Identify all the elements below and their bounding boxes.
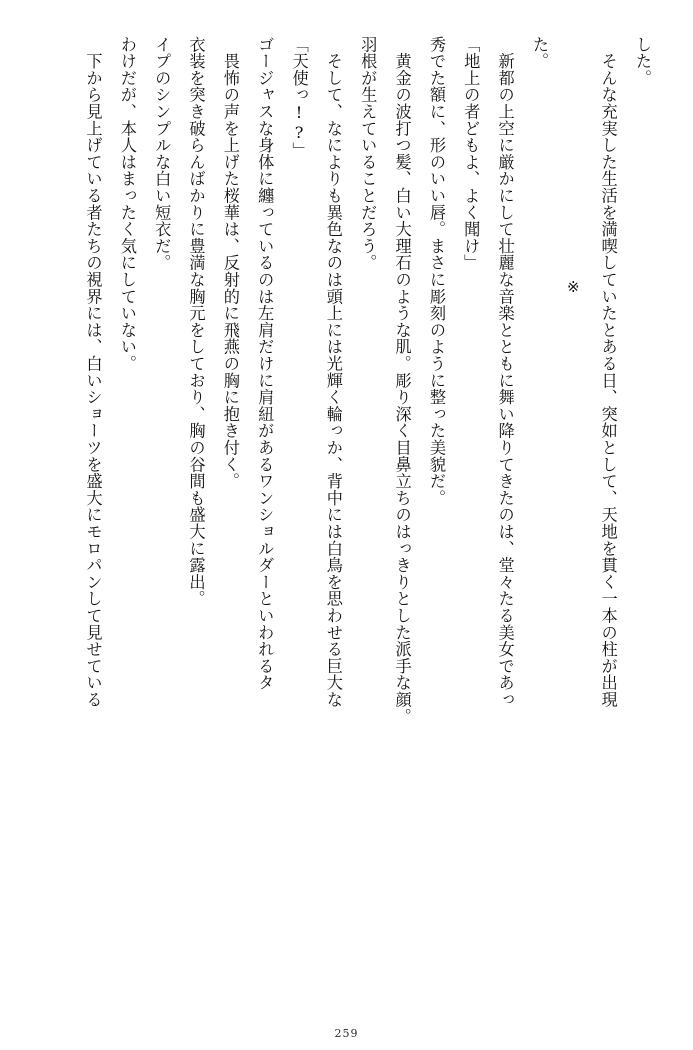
paragraph: そんな充実した生活を満喫していたとある日、突如として、天地を貫く一本の柱が出現 xyxy=(598,36,618,708)
kome-jirushi-icon: ※ xyxy=(564,278,583,297)
dialogue-line: 「天使っ!?」 xyxy=(289,36,309,160)
paragraph: 畏怖の声を上げた桜華は、反射的に飛燕の胸に抱き付く。 xyxy=(220,36,240,490)
section-separator xyxy=(556,36,590,996)
paragraph: 羽根が生えていることだろう。 xyxy=(358,36,378,272)
paragraph: た。 xyxy=(529,36,549,70)
paragraph: した。 xyxy=(633,36,652,87)
paragraph: ゴージャスな身体に纏っているのは左肩だけに肩紐があるワンショルダーといわれるタ xyxy=(255,36,275,692)
paragraph: 秀でた額に、形のいい唇。まさに彫刻のように整った美貌だ。 xyxy=(426,36,446,507)
paragraph: イプのシンプルな白い短衣だ。 xyxy=(152,36,172,272)
paragraph: そして、なによりも異色なのは頭上には光輝く輪っか、背中には白鳥を思わせる巨大な xyxy=(323,36,343,708)
dialogue-line: 「地上の者どもよ、よく聞け」 xyxy=(461,36,481,272)
page-number: 259 xyxy=(334,1027,359,1040)
paragraph: わけだが、本人はまったく気にしていない。 xyxy=(117,36,137,372)
paragraph: 下から見上げている者たちの視界には、白いショーツを盛大にモロパンして見せている xyxy=(83,36,103,708)
vertical-text-body xyxy=(40,36,659,996)
paragraph: 新都の上空に厳かにして壮麗な音楽とともに舞い降りてきたのは、堂々たる美女であっ xyxy=(495,36,515,708)
paragraph: 黄金の波打つ髪、白い大理石のような肌。彫り深く目鼻立ちのはっきりとした派手な顔。 xyxy=(392,36,412,725)
paragraph: 衣装を突き破らんばかりに豊満な胸元をしており、胸の谷間も盛大に露出。 xyxy=(186,36,206,608)
